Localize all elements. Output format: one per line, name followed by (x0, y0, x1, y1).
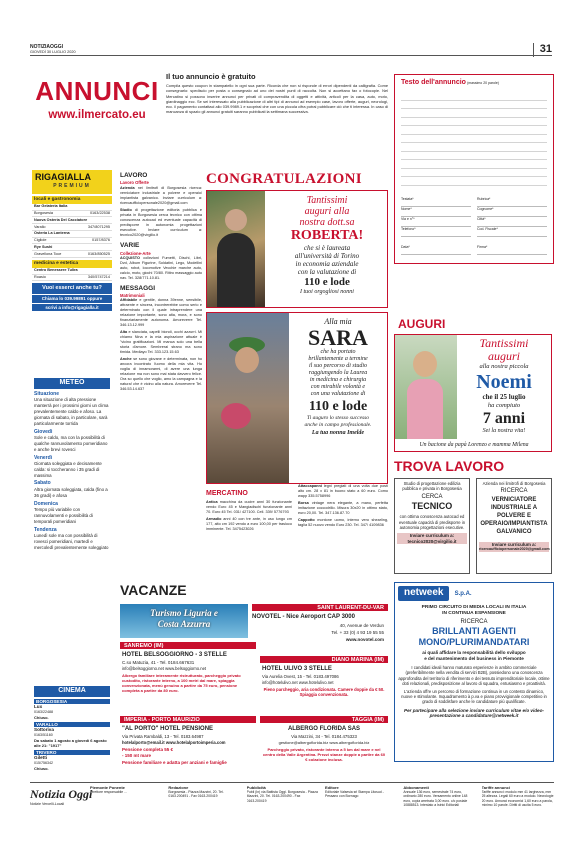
page-number: 31 (533, 43, 552, 57)
cinema-tel: 015/756342 (34, 761, 53, 766)
sara-l1: Alla mia (324, 317, 352, 326)
noemi-l5: ha compiuto (487, 401, 521, 409)
noemi-l3: alla nostra piccola (479, 363, 529, 370)
rigagialla-row (32, 268, 112, 275)
footer-column-heading: Redazione (168, 786, 189, 790)
coupon-form (394, 74, 554, 264)
rigagialla-row-phone: 340/5747214 (87, 275, 110, 280)
sara-l3: brillantemente a termine (308, 356, 368, 362)
trova-a2-cerca: RICERCA (500, 488, 528, 495)
mercatino-section (206, 484, 389, 574)
footer-sub: Notizie Vercelli-Locali (30, 802, 65, 806)
sanremo-addr: C.so Matuzia, 41 - Tel. 0184.667631 (122, 660, 195, 665)
roberta-sign: I tuoi orgogliosi nonni (300, 289, 354, 295)
mercatino-col-1 (206, 500, 292, 532)
hotel-sanremo (120, 642, 256, 712)
field-cognome[interactable]: Cognome* (477, 207, 547, 217)
saint-hotel: NOVOTEL - Nice Aeroport CAP 3000 (252, 614, 355, 620)
lavoro-title: LAVORO (120, 172, 148, 179)
trova-a1-cerca: CERCA (421, 493, 443, 500)
rigagialla-sub: PREMIUM (53, 183, 91, 190)
netweek-cta[interactable]: Per partecipare alla selezione inviare curriculum vitae e/o video-presentazione a candidature@netweek.it (404, 707, 544, 719)
sara-l6: in medicina e chirurgia (309, 377, 367, 383)
imperia-p2: - 150 mt mare (122, 753, 152, 758)
field-codfisc[interactable]: Cod. Fiscale* (477, 227, 547, 237)
varie-title: VARIE (120, 242, 140, 250)
matrimoniali-sub: Matrimoniali (120, 292, 145, 298)
cinema-venue: Sottoriva (34, 727, 54, 733)
netweek-p1: I candidati ideali hanno maturato esperienze in ambito commerciale (preferibilmente nella vendita di servizi B2B), possiedono una conoscenza approfondita del territorio di riferimento e dei tessuto imprenditoriale locale, ottime doti relazionali, predisposizione al lavoro di squadra, entusiasmo e proattività. (398, 664, 550, 687)
taggia-place: TAGGIA (IM) (260, 716, 388, 723)
cinema-info: Chiuso. (34, 714, 49, 720)
rigagialla-ask: Vuoi esserci anche tu? (32, 283, 112, 294)
noemi-l2: auguri (487, 349, 520, 363)
field-via[interactable]: Via e n°* (401, 217, 471, 227)
hotel-imperia (120, 716, 256, 778)
cinema-box (34, 686, 110, 796)
page-header (30, 42, 552, 56)
meteo-item-heading: Venerdì (34, 454, 53, 461)
acquisto-ad: ACQUISTO collezioni Fumetti, Dischi, Libri, Dvd, Album Figurine, Soldatini, Lego, Modellini auto, robot, locomotive Vecchie marche auto, calcio, moto, giochi 70/80. Ritiro massaggio auto nav. Tel. 328/771.10.81. (120, 255, 202, 280)
rigagialla-row (32, 217, 112, 224)
trova-a1-desc: con ottima conoscenza autocad ed eventuale capacità di predisporre in autonomia progettazioni esecutive. (398, 514, 466, 530)
roberta-text (267, 195, 387, 297)
diano-place: DIANO MARINA (IM) (260, 656, 388, 663)
footer-column (325, 786, 397, 814)
coupon-title: Testo dell'annuncio (401, 79, 466, 86)
trova-a2-inv: Inviare curriculum a: (479, 542, 549, 548)
gratuito-box (166, 72, 388, 162)
sara-name: SARA (308, 325, 368, 350)
rigagialla-row-name: Roasio (34, 275, 46, 280)
coupon-fields-left (401, 197, 471, 255)
meteo-item-text: Altra giornata soleggiata, calda (fino a 36 gradi) e afosa (34, 486, 108, 498)
trova-ad-tecnico (394, 478, 470, 574)
rigagialla-row-phone: 0163/850525 (87, 251, 110, 256)
cinema-info: Chiuso. (34, 765, 49, 771)
photo-person-icon (413, 351, 437, 377)
roberta-photo (207, 191, 265, 307)
footer-column-text: Borgosesia - Piazza Mazzini, 20. Tel. 0163.200491 - Fax 0163.200419 (168, 790, 224, 799)
footer-column-text: Publi (In) via Battista Oggi. Borgosesia - Piazza Mazzini, 20. Tel. 0163.200490 - Fax 0163.200419 (246, 790, 318, 803)
cinema-tel: 0163/22488 (34, 710, 53, 715)
roberta-l4: che si è laureata (303, 244, 351, 252)
roberta-l7: con la valutazione di (297, 268, 357, 276)
meteo-item-text: Giornata soleggiata e decisamente calda: si toccheranno i 35 gradi di massima (34, 460, 102, 478)
rigagialla-row-name: Bar Gelateria Italia (34, 204, 68, 209)
rigagialla-row (32, 238, 112, 245)
trova-ad-verniciatore (476, 478, 552, 574)
rigagialla-row (32, 224, 112, 231)
rigagialla-row (32, 204, 112, 211)
sara-l10: anche in campo professionale. (304, 422, 372, 428)
hotel-saint-laurent (252, 604, 388, 650)
sara-l8: con una valutazione di (310, 391, 366, 397)
taggia-note: Parcheggio privato, ristorante interno a 5 km dal mare e nel centro della Valle Argentina. Prezzi stanze doppie a partire da 60 € colazione inclusa. (262, 747, 386, 762)
trova-a1-role: TECNICO (411, 501, 453, 511)
saint-place: SAINT LAURENT-DU-VAR (252, 604, 388, 611)
messaggi-title: MESSAGGI (120, 284, 156, 292)
imperia-place: IMPERIA - PORTO MAURIZIO (120, 716, 256, 723)
rigagialla-row-name: Gravellona Toce (34, 251, 62, 256)
rigagialla-row-phone: 347/8071295 (87, 224, 110, 229)
sara-ad (206, 312, 388, 484)
netweek-l3: ai quali affidare la responsabilità dello sviluppo (422, 650, 526, 656)
rigagialla-mail[interactable]: scrivi a info@rigagialla.it (32, 304, 112, 312)
lavoro-sub: Lavoro Offerte (120, 180, 149, 186)
sara-l5: raggiungendo la Laurea (308, 370, 368, 376)
imperia-addr: Via Privata Rambaldi, 13 - Tel. 0183.64987 (122, 734, 204, 739)
saint-addr: 40, Avenue de Verdun (339, 623, 384, 628)
meteo-item (34, 455, 110, 479)
roberta-ad (206, 190, 388, 308)
cinema-city: BORGOSESIA (34, 699, 110, 705)
cinema-city: VARALLO (34, 722, 110, 728)
taggia-web[interactable]: gestione@albergoflorida.biz www.albergoflorida.biz (278, 740, 370, 745)
sara-photo (207, 313, 289, 483)
matrimoniali-ad-2: Alta e slanciata, capelli biondi, occhi azzurri. Mi chiamo Nina e la mia aspirazione attuale è "vicino gratificazioni. Mi manca solo una bella storia d'amore. Sembrerai strano ma sono timida. Mediayo Tel. 333.123.15.63 (120, 330, 202, 355)
mercatino-ad-attaccapanni: Attaccapanni legni pregiati di una volta due posti alto cm. 28 x 81 in buono stato a 60 euro. Como wapp 335.5758996 (298, 484, 388, 498)
photo-bouquet-icon (221, 403, 251, 429)
rigagialla-phone[interactable]: Chiama lo 039.99891 oppure (32, 295, 112, 303)
roberta-l2: auguri alla (304, 206, 350, 217)
meteo-item-text: Tempo più variabile con rannuvolamenti e possibilità di temporali pomeridiani (34, 506, 93, 524)
lavoro-column (120, 172, 202, 572)
rigagialla-row (32, 244, 112, 251)
meteo-box (34, 378, 110, 683)
netweek-ricerca: RICERCA (460, 618, 488, 625)
trova-title: TROVA LAVORO (394, 458, 505, 474)
rigagialla-list (32, 196, 112, 281)
trova-a2-mail[interactable]: ricercaufficiopersonale2020@gmail.com (479, 547, 550, 552)
meteo-item (34, 480, 110, 498)
diano-web[interactable]: info@hotelulivo.net www.hotelulivo.net (262, 680, 334, 685)
netweek-l4: e del mantenimento del business in Piemonte (424, 656, 524, 662)
footer-column-text: Annuale 136 euro, semestrale 74 euro, ordinario 280 euro. Versamento online 148 euro, copia arretrata 3,00 euro. c/c postale 10888513. Intestato a Istrici Editoriali (403, 790, 468, 807)
saint-tel[interactable]: Tel. + 33 (0) 4 93 19 55 55 (331, 630, 384, 635)
meteo-title: METEO (34, 378, 110, 389)
lavoro-ad-1: Azienda nei limitrofi di Borgosesia ricerca: verniciatore industriale a polvere e operaio/ impiantista galvanico. Inviare curriculum a: ricercaufficiopersonale2020@gmail.com (120, 186, 202, 206)
field-data[interactable]: Data* (401, 245, 471, 255)
rigagialla-row (32, 275, 112, 282)
trova-a1-intro: Studio di progettazione edilizia pubblica e privata in Borgosesia (402, 481, 462, 492)
noemi-name: Noemi (476, 371, 532, 394)
netweek-l1: PRIMO CIRCUITO DI MEDIA LOCALI IN ITALIA (421, 605, 527, 610)
collezioni-sub: Collezione-Arte (120, 250, 151, 256)
taggia-addr: Via Mazzini, 34 - Tel. 0184.475323 (291, 734, 357, 739)
footer-column-heading: Editore (324, 786, 339, 790)
meteo-item-text: Lunedì sole ma con possibilità di rovesci pomeridiani, martedì e mercoledì prevalentemente soleggiato (34, 532, 109, 550)
matrimoniali-ad-1: Affidabile e gentile, donna 39enne, sensibile, attraente e sincera, incontrerebbe uomo serio e determinato con il quale intraprendere una relazione importante, sono alta, mora, e sono finanziariamente autonoma. Amoreverre Tel. 346.13.12.999 (120, 298, 202, 328)
footer-column-heading: Pubblicità (246, 786, 266, 790)
saint-web[interactable]: www.novotel.com (345, 637, 384, 642)
rigagialla-row-name: Cigliole (34, 238, 47, 243)
cinema-venue: Giletti (34, 755, 48, 761)
trova-a2-intro: Azienda nei limitrofi di Borgosesia (482, 481, 546, 486)
noemi-age: 7 anni (482, 410, 526, 427)
page-footer (30, 782, 554, 814)
field-firma[interactable]: Firma* (477, 245, 547, 255)
rigagialla-row (32, 251, 112, 258)
paper-name: NOTIZIAOGGI (30, 44, 64, 50)
matrimoniali-ad-3: Anche se sono giovane e determinata, non ho ancora incontrato l'uomo della mia vita. Ho voglia di innamorarmi, di avere una lunga relazione ma non sono mai stata davvero felice. Ora so quello che voglio, amo la campagna e la natura! che è vicino alla natura. Amoreverre Tel. 346.53.14.637 (120, 357, 202, 392)
imperia-p3: Pensione familiare e adatta per anziani e famiglie (122, 760, 227, 765)
noemi-photo (395, 335, 457, 439)
footer-column-heading: Piemonte Ponente (90, 786, 125, 790)
footer-brand: Notizia Oggi (30, 787, 93, 801)
field-rubrica[interactable]: Rubrica* (477, 197, 547, 207)
netweek-brand: netweek (398, 586, 449, 601)
field-nome[interactable]: Nome* (401, 207, 471, 217)
noemi-sign: Un bacione da papà Lorenzo e mamma Milena (419, 441, 529, 448)
cinema-info: Da sabato 1 agosto a giovedì 6 agosto alle 21: "1917" (34, 737, 107, 748)
rigagialla-row-name: Osteria La Lanterna (34, 231, 70, 236)
hotel-diano (260, 656, 388, 712)
coupon-note: (massimo 20 parole) (467, 81, 499, 85)
footer-column-text: Editoriale Valsesia srl Stampa Litosud - Pessano con Bornago (324, 790, 384, 799)
netweek-role: BRILLANTI AGENTI MONO/PLURIMANDATARI (418, 626, 530, 648)
rigagialla-row (32, 231, 112, 238)
sara-sign: La tua nonna Imelde (311, 430, 365, 436)
footer-column (90, 786, 162, 814)
auguri-title: AUGURI (398, 317, 446, 331)
footer-column-heading: Tariffe annunci (481, 786, 511, 790)
trova-a2-role: VERNICIATORE INDUSTRIALE A POLVERE E OPERAIO/IMPIANTISTA GALVANICO (480, 496, 548, 535)
footer-column (247, 786, 319, 814)
rigagialla-row-name: Centro Benessere Tulira (34, 268, 78, 273)
annunci-banner (32, 76, 162, 136)
imperia-p1: Pensione completa 55 € (122, 747, 174, 752)
trova-a1-inv: Inviare curriculum a: (397, 533, 467, 539)
meteo-item-heading: Sabato (34, 480, 51, 487)
cinema-venue: Lux (34, 704, 43, 710)
rigagialla-box (32, 170, 112, 370)
sanremo-place: SANREMO (IM) (120, 642, 256, 649)
rigagialla-section-title: medicina e estetica (32, 260, 112, 268)
field-citta[interactable]: Città* (477, 217, 547, 227)
rigagialla-brand: RIGAGIALLA (35, 172, 91, 182)
meteo-list (34, 391, 110, 551)
rigagialla-row-name: Varallo (34, 224, 46, 229)
photo-person-icon (235, 347, 259, 373)
meteo-item-heading: Domenica (34, 500, 58, 507)
netweek-ad (394, 582, 554, 762)
rigagialla-row-name: Borgosesia (34, 211, 53, 216)
lavoro-ad-2: Studio di progettazione editoria pubblica e privata in Borgosesia cerca tecnico con ottima conoscenza autocad ed eventuale capacità di predisporre in autonomia progettazioni esecutive. Inviare curriculum a: tecnico2020@virgilio.it (120, 208, 202, 238)
diano-hotel: HOTEL ULIVO 3 STELLE (262, 666, 332, 672)
rigagialla-row-phone: 0157/8376 (92, 238, 110, 243)
coupon-lines[interactable] (401, 92, 547, 192)
sanremo-hotel: HOTEL BELSOGGIORNO - 3 STELLE (122, 652, 227, 658)
imperia-web[interactable]: hotelalporto@email.it www.hotelalportoimperia.com (122, 740, 226, 745)
mercatino-ad-antica: Antica macchina da cucire anni 30 funzionante vendo Euro 45 e Mangiadischi funzionante anni 70. Euro 45 Tel. 031/ 427100. Cell. 339/ 5776793 (206, 500, 292, 514)
rigagialla-row-name: Nuova Osteria Del Cacciatore (34, 217, 88, 222)
sara-score: 110 e lode (308, 399, 368, 414)
meteo-item-text: Una situazione di alta pressione manterrà per i prossimi giorni un clima prevalentemente caldo e afoso. La giornata di sabato, in particolare, sarà particolarmente torrida (34, 397, 109, 426)
roberta-name: ROBERTA! (290, 228, 364, 243)
sara-l9: Ti auguro lo stesso successo (306, 415, 370, 421)
meteo-item-heading: Situazione (34, 390, 60, 397)
congrat-title: CONGRATULAZIONI (206, 171, 362, 187)
noemi-ad (394, 334, 552, 452)
field-testata[interactable]: Testata* (401, 197, 471, 207)
cinema-list (34, 699, 110, 771)
annunci-url[interactable]: www.ilmercato.eu (48, 109, 146, 121)
photo-person-icon (225, 209, 247, 231)
meteo-item (34, 527, 110, 551)
cinema-tel: 0163/51160 (34, 733, 53, 738)
gratuito-text: Compila questo coupon in stampatello in ogni sua parte. Ricorda che non si risponde di errori dipendenti da calligrafia. Come consegnarlo: spedisclo per posta o consegnalo ad uno dei nostri punti di raccolta. Non si accettano fax o fotocopie. Nel Mercatino si possono inserire annunci per privati di compravendita di oggetti e attività, articoli per la casa, auto, moto, giardinaggio ecc. Se sei interessato alla pubblicazione di altri tipi di annunci ad esempio case, lavoro offerte, auguri, necrologi, ecc. il pagamento contattaci allo 039.9989.1 e scoprirai che con una piccola cifra potrai pubblicare ciò che ti interessa. In caso di mancanza di spazio gli annunci gratuiti saranno pubblicati la settimana successiva. (166, 83, 388, 114)
issue-date: GIOVEDÌ 30 LUGLIO 2020 (30, 50, 76, 54)
photo-body-icon (407, 379, 443, 439)
rigagialla-row-name: Rye Sushi (34, 244, 53, 249)
sara-l4: il suo percorso di studio (308, 363, 368, 369)
taggia-hotel: ALBERGO FLORIDA SAS (287, 726, 361, 732)
rigagialla-row-phone: 0163/22538 (89, 211, 110, 216)
cinema-city: TRIVERO (34, 750, 110, 756)
rigagialla-logo (32, 170, 112, 194)
meteo-item (34, 429, 110, 453)
footer-column-text: Tariffe annunci: modulo mm 41 larghezza, mm 25 altezza. Legali 60 euro a modulo. Necrologie 20 euro. Annunci economici 1,60 euro a parola, minimo 10 parole. Diritti di uscita 5 euro. (481, 790, 554, 807)
mercatino-ad-borsa: Borsa vintage nera elegante, a mano, perfetta imitazione coccodrillo. Misura 30x20 in ottimo stato, euro 20,00. Tel. 347.136.87.70 (298, 501, 389, 515)
netweek-logo (398, 586, 550, 602)
footer-column-heading: Abbonamenti (403, 786, 429, 790)
sanremo-note: Albergo familiare interamente ristrutturato, parcheggio privato custodito, ristorante interno, a 100 metri dal mare, spiaggia convenzionata, menù genuino a partire da 75 euro, pensione completa a partire da 80 euro. (122, 673, 241, 693)
sara-text (289, 317, 387, 437)
vacanze-title: VACANZE (120, 582, 187, 598)
meteo-item (34, 391, 110, 427)
footer-column (168, 786, 240, 814)
roberta-l5: all'università di Torino (294, 252, 360, 260)
hotel-taggia (260, 716, 388, 778)
footer-columns (90, 786, 554, 814)
footer-column-text: Direttore responsabile ... (90, 790, 127, 795)
noemi-text (457, 337, 551, 436)
mercatino-ad-cappotto: Cappotto montone uomo, interno vero shearling, taglia 52 nuovo vendo Euro 230. Tel. 347/ 4109836 (298, 518, 388, 527)
sara-l2: che ha portato (320, 349, 356, 355)
meteo-item-text: Sole e caldo, ma con la possibilità di qualche rannuvolamento pomeridiano e anche brevi rovesci (34, 434, 108, 452)
netweek-spa: S.p.A. (454, 591, 472, 597)
roberta-l3: nostra dott.sa (299, 217, 355, 228)
diano-note: Pieno parcheggio, aria condizionata. Camere doppie da € 50. Spiaggia convenzionata. (263, 687, 385, 698)
mercatino-ad-armadio: Armadio anni 40 con tre ante, in uso lungo cm 177, alto cm 192 vendo a euro 100,00 per trasloco imminente. Tel. 3475423026 (206, 517, 292, 531)
liguria-l1: Turismo Liguria e (150, 608, 218, 618)
liguria-l2: Costa Azzurra (157, 619, 211, 630)
netweek-l2: IN CONTINUA ESPANSIONE (442, 610, 506, 616)
annunci-title: ANNUNCI (35, 76, 159, 106)
trova-a1-mail[interactable]: tecnico2020@virgilio.it (397, 539, 467, 545)
field-telefono[interactable]: Telefono* (401, 227, 471, 237)
mercatino-title: MERCATINO (206, 490, 248, 497)
sara-l7: con mirabile volontà e (310, 384, 366, 390)
noemi-l1: Tantissimi (479, 336, 529, 350)
imperia-hotel: "AL PORTO" HOTEL PENSIONE (122, 726, 214, 732)
photo-body-icon (217, 233, 255, 307)
roberta-l6: in economia aziendale (295, 260, 359, 268)
mercatino-col-2 (298, 484, 388, 528)
liguria-banner (120, 604, 248, 638)
rigagialla-section-title: locali e gastronomia (32, 196, 112, 204)
roberta-l1: Tantissimi (306, 195, 348, 206)
cinema-title: CINEMA (34, 686, 110, 697)
meteo-item-heading: Tendenza (34, 526, 57, 533)
roberta-score: 110 e lode (304, 276, 350, 288)
meteo-item-heading: Giovedì (34, 428, 53, 435)
coupon-fields-right (477, 197, 547, 255)
footer-column (403, 786, 475, 814)
sanremo-web[interactable]: info@belsoggiorno.net www.belsoggiorno.net (122, 666, 207, 671)
netweek-p2: L'azienda offre un percorso di formazione continua in un contesto dinamico, nuove e stimolante. Inquadramento à p.va e piano provvigionale competitivo in grado di soddisfare anche le candidature più qualificate. (401, 688, 547, 705)
noemi-l6: Sei la nostra vita! (482, 428, 526, 434)
gratuito-title: Il tuo annuncio è gratuito (166, 72, 256, 81)
meteo-item (34, 501, 110, 525)
diano-addr: Via Aurelia Ovest, 15 - Tel. 0183.497086 (262, 674, 339, 679)
rigagialla-row (32, 211, 112, 218)
footer-column (482, 786, 554, 814)
noemi-l4: che il 25 luglio (482, 393, 526, 402)
